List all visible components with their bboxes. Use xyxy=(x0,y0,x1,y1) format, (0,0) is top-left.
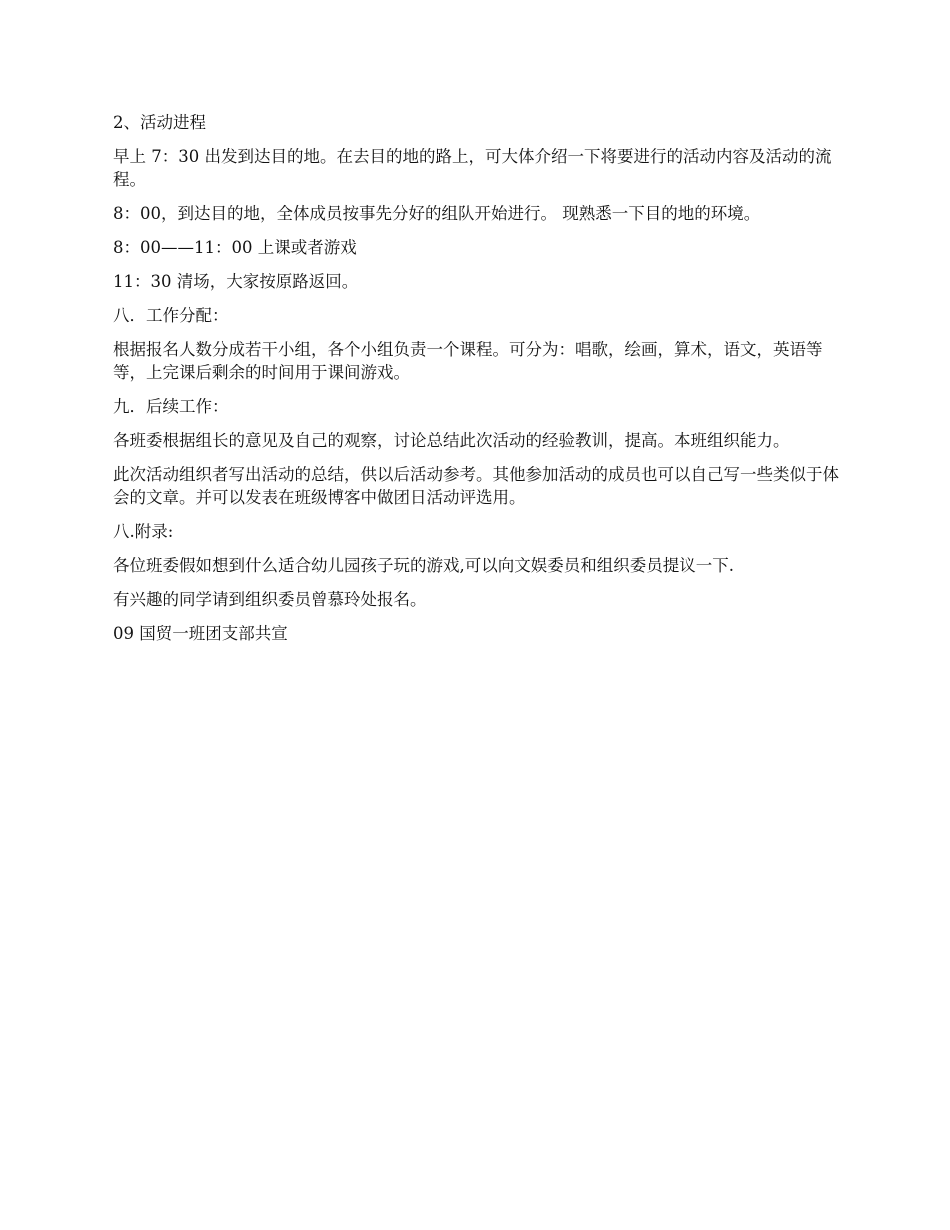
document-body xyxy=(113,111,843,656)
paragraph-follow-up-report: 此次活动组织者写出活动的总结，供以后活动参考。其他参加活动的成员也可以自己写一些类似于体会的文章。并可以发表在班级博客中做团日活动评选用。 xyxy=(113,465,839,507)
paragraph-class-time: 8：00——11：00 上课或者游戏 xyxy=(113,238,357,257)
paragraph-arrival: 8：00，到达目的地，全体成员按事先分好的组队开始进行。 现熟悉一下目的地的环境。 xyxy=(113,204,761,223)
paragraph-return: 11：30 清场，大家按原路返回。 xyxy=(113,272,359,291)
paragraph-appendix-signup: 有兴趣的同学请到组织委员曾慕玲处报名。 xyxy=(113,590,427,609)
paragraph-follow-up-summary: 各班委根据组长的意见及自己的观察，讨论总结此次活动的经验教训，提高。本班组织能力。 xyxy=(113,431,790,450)
paragraph-work-assignment: 根据报名人数分成若干小组，各个小组负责一个课程。可分为：唱歌，绘画，算术，语文，英语等等，上完课后剩余的时间用于课间游戏。 xyxy=(113,340,823,382)
paragraph-departure: 早上 7：30 出发到达目的地。在去目的地的路上，可大体介绍一下将要进行的活动内容及活动的流程。 xyxy=(113,147,832,189)
paragraph-appendix-games: 各位班委假如想到什么适合幼儿园孩子玩的游戏,可以向文娱委员和组织委员提议一下. xyxy=(113,556,734,575)
document-signature: 09 国贸一班团支部共宣 xyxy=(113,624,288,643)
section-heading-work-assignment: 八．工作分配： xyxy=(113,306,229,325)
section-heading-follow-up: 九．后续工作： xyxy=(113,397,229,416)
section-heading-appendix: 八.附录: xyxy=(113,522,174,541)
section-heading-activity-process: 2、活动进程 xyxy=(113,113,206,132)
